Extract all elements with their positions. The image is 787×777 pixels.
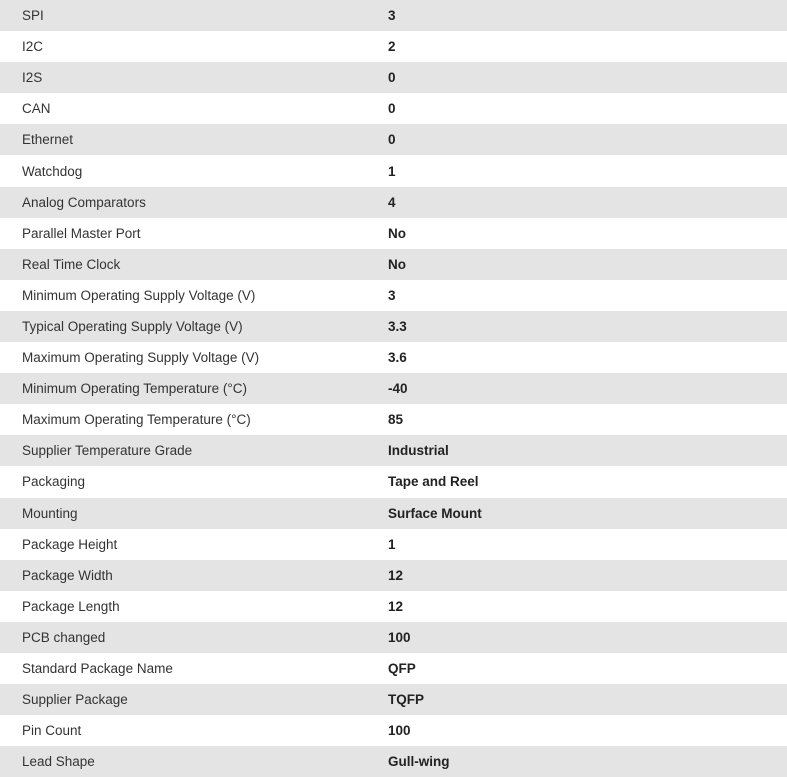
table-row	[0, 124, 787, 155]
spec-value: 3.6	[388, 350, 407, 366]
spec-value: Gull-wing	[388, 754, 450, 770]
spec-name: Minimum Operating Temperature (°C)	[22, 381, 247, 397]
spec-value: Industrial	[388, 443, 449, 459]
spec-name: I2S	[22, 70, 43, 86]
spec-name: I2C	[22, 39, 44, 55]
table-row	[0, 187, 787, 218]
spec-value: -40	[388, 381, 408, 397]
spec-name: Maximum Operating Temperature (°C)	[22, 412, 251, 428]
table-row	[0, 622, 787, 653]
table-row	[0, 560, 787, 591]
table-row	[0, 249, 787, 280]
table-row	[0, 31, 787, 62]
spec-name: PCB changed	[22, 629, 106, 645]
spec-value: TQFP	[388, 692, 424, 708]
spec-name: Package Width	[22, 567, 113, 583]
spec-value: 3	[388, 8, 396, 24]
table-row	[0, 62, 787, 93]
spec-name: Typical Operating Supply Voltage (V)	[22, 318, 243, 334]
spec-name: Package Length	[22, 598, 120, 614]
spec-name: SPI	[22, 8, 44, 24]
table-row	[0, 155, 787, 186]
spec-name: CAN	[22, 101, 51, 117]
table-row	[0, 435, 787, 466]
spec-value: 3.3	[388, 318, 407, 334]
spec-name: Supplier Temperature Grade	[22, 443, 193, 459]
table-row	[0, 404, 787, 435]
spec-value: 2	[388, 39, 396, 55]
table-row	[0, 715, 787, 746]
spec-value: QFP	[388, 661, 416, 677]
spec-value: 0	[388, 132, 396, 148]
spec-value: 0	[388, 101, 396, 117]
spec-name: Watchdog	[22, 163, 83, 179]
spec-name: Analog Comparators	[22, 194, 146, 210]
spec-value: 100	[388, 723, 411, 739]
spec-value: 85	[388, 412, 404, 428]
table-row	[0, 684, 787, 715]
spec-name: Ethernet	[22, 132, 74, 148]
table-row	[0, 93, 787, 124]
spec-value: 4	[388, 194, 396, 210]
table-row	[0, 466, 787, 497]
spec-value: 0	[388, 70, 396, 86]
table-row	[0, 653, 787, 684]
spec-name: Real Time Clock	[22, 256, 121, 272]
table-row	[0, 373, 787, 404]
table-row	[0, 218, 787, 249]
spec-name: Standard Package Name	[22, 661, 173, 677]
spec-name: Parallel Master Port	[22, 225, 141, 241]
table-row	[0, 529, 787, 560]
spec-name: Minimum Operating Supply Voltage (V)	[22, 287, 256, 303]
spec-name: Pin Count	[22, 723, 82, 739]
spec-value: No	[388, 225, 406, 241]
spec-value: 3	[388, 287, 396, 303]
spec-value: 100	[388, 629, 411, 645]
table-row	[0, 498, 787, 529]
spec-value: 12	[388, 567, 404, 583]
spec-value: 1	[388, 163, 396, 179]
spec-name: Mounting	[22, 505, 78, 521]
table-row	[0, 311, 787, 342]
table-row	[0, 591, 787, 622]
spec-value: Tape and Reel	[388, 474, 479, 490]
spec-name: Package Height	[22, 536, 118, 552]
spec-value: Surface Mount	[388, 505, 482, 521]
spec-value: 12	[388, 598, 404, 614]
spec-value: 1	[388, 536, 396, 552]
spec-value: No	[388, 256, 406, 272]
spec-name: Packaging	[22, 474, 86, 490]
table-row	[0, 0, 787, 31]
table-row	[0, 342, 787, 373]
table-row	[0, 746, 787, 777]
spec-name: Maximum Operating Supply Voltage (V)	[22, 350, 260, 366]
spec-name: Lead Shape	[22, 754, 95, 770]
table-row	[0, 280, 787, 311]
spec-name: Supplier Package	[22, 692, 128, 708]
